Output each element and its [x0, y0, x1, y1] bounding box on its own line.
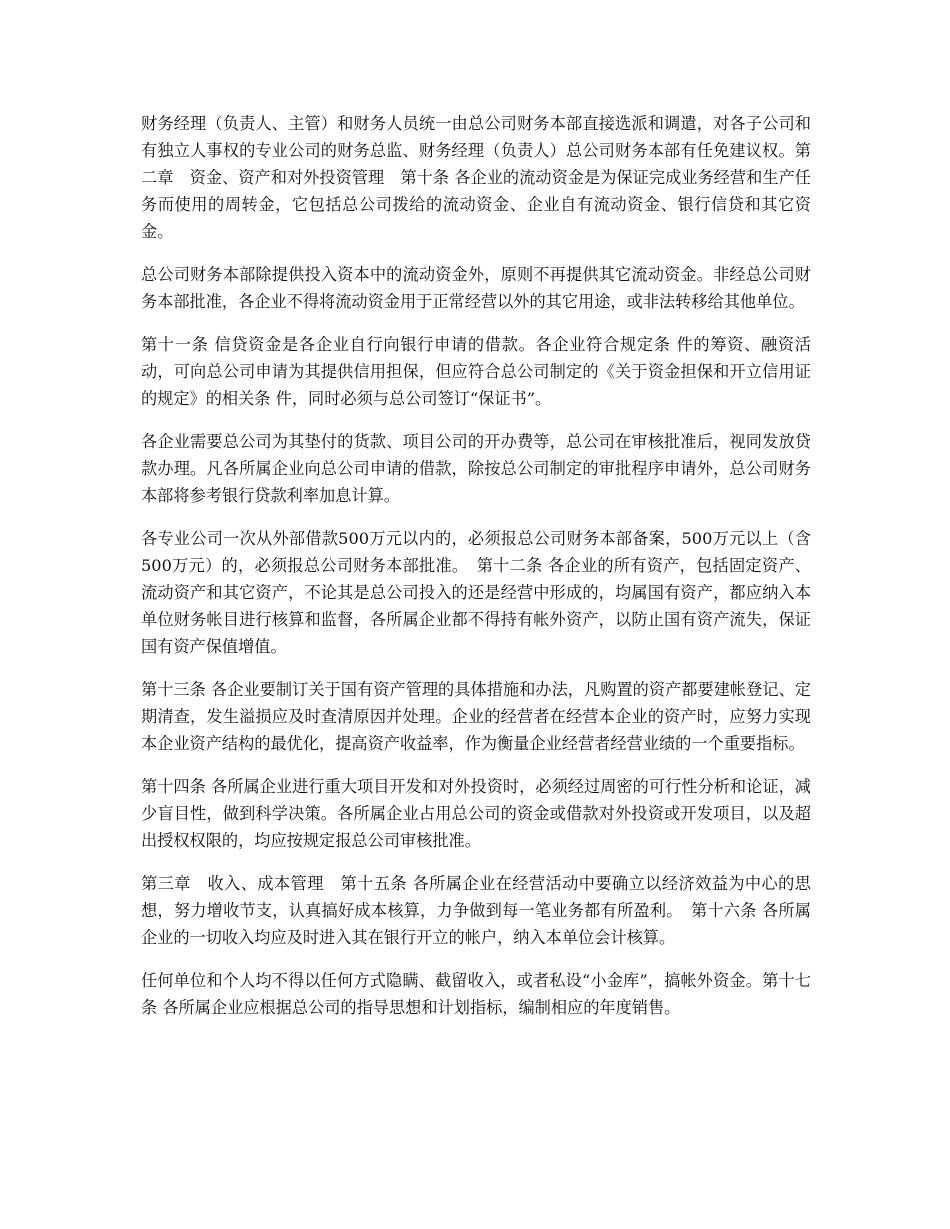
paragraph: 各企业需要总公司为其垫付的货款、项目公司的开办费等，总公司在审核批准后，视同发放贷款办理。凡各所属企业向总公司申请的借款，除按总公司制定的审批程序申请外，总公司财务本部将参考银行贷款利率加息计算。 [141, 432, 811, 505]
paragraph: 各专业公司一次从外部借款500万元以内的，必须报总公司财务本部备案，500万元以上（含500万元）的，必须报总公司财务本部批准。 第十二条 各企业的所有资产，包括固定资产、流动资产和其它资产，不论其是总公司投入的还是经营中形成的，均属国有资产，都应纳入本单位财务帐目进行核算和监督，各所属企业都不得持有帐外资产，以防止国有资产流失，保证国有资产保值增值。 [141, 529, 811, 656]
paragraph: 总公司财务本部除提供投入资本中的流动资金外，原则不再提供其它流动资金。非经总公司财务本部批准，各企业不得将流动资金用于正常经营以外的其它用途，或非法转移给其他单位。 [141, 265, 811, 311]
paragraph: 第三章 收入、成本管理 第十五条 各所属企业在经营活动中要确立以经济效益为中心的思想，努力增收节支，认真搞好成本核算，力争做到每一笔业务都有所盈利。 第十六条 各所属企业的一切收入均应及时进入其在银行开立的帐户，纳入本单位会计核算。 [141, 874, 811, 947]
paragraph: 财务经理（负责人、主管）和财务人员统一由总公司财务本部直接选派和调遣，对各子公司和有独立人事权的专业公司的财务总监、财务经理（负责人）总公司财务本部有任免建议权。第二章 资金、资产和对外投资管理 第十条 各企业的流动资金是为保证完成业务经营和生产任务而使用的周转金，它包括总公司拨给的流动资金、企业自有流动资金、银行信贷和其它资金。 [141, 114, 811, 241]
paragraph: 第十三条 各企业要制订关于国有资产管理的具体措施和办法，凡购置的资产都要建帐登记、定期清查，发生溢损应及时查清原因并处理。企业的经营者在经营本企业的资产时，应努力实现本企业资产结构的最优化，提高资产收益率，作为衡量企业经营者经营业绩的一个重要指标。 [141, 680, 811, 753]
paragraph: 第十一条 信贷资金是各企业自行向银行申请的借款。各企业符合规定条 件的筹资、融资活动，可向总公司申请为其提供信用担保，但应符合总公司制定的《关于资金担保和开立信用证的规定》的相关条 件，同时必须与总公司签订“保证书”。 [141, 335, 811, 408]
document-body [141, 110, 811, 1037]
paragraph: 第十四条 各所属企业进行重大项目开发和对外投资时，必须经过周密的可行性分析和论证，减少盲目性，做到科学决策。各所属企业占用总公司的资金或借款对外投资或开发项目，以及超出授权权限的，均应按规定报总公司审核批准。 [141, 777, 811, 850]
paragraph: 任何单位和个人均不得以任何方式隐瞒、截留收入，或者私设“小金库”，搞帐外资金。第十七条 各所属企业应根据总公司的指导思想和计划指标，编制相应的年度销售。 [141, 971, 811, 1017]
